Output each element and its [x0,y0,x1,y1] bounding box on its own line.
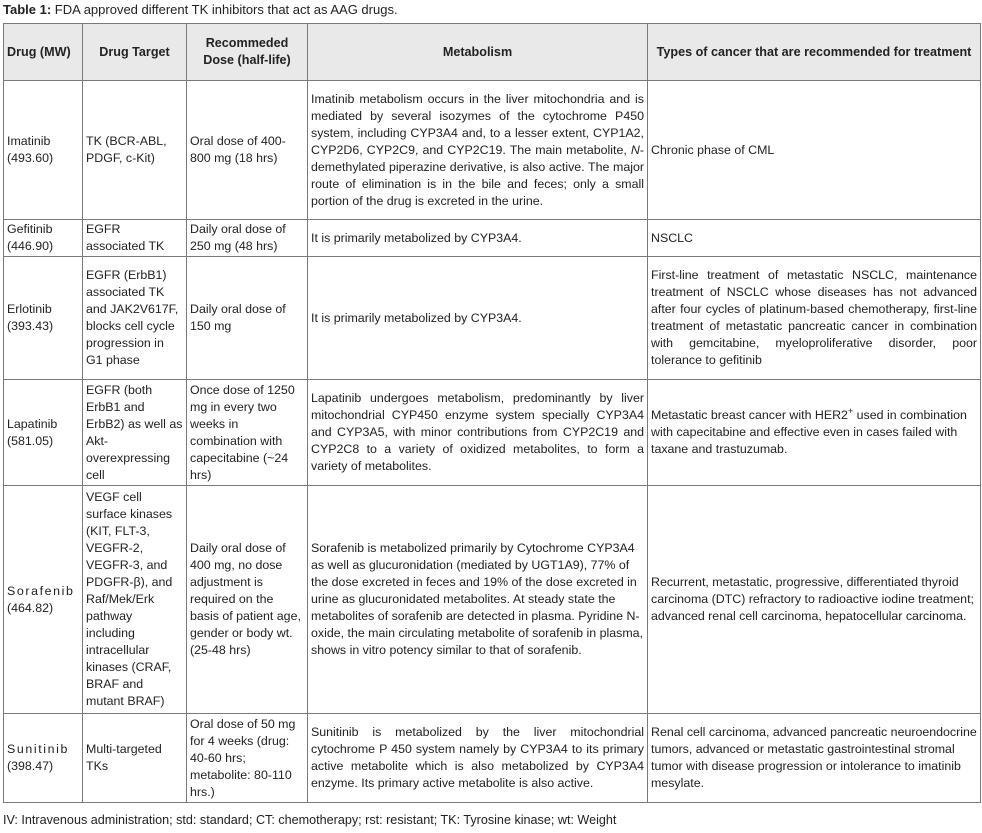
dose-cell: Oral dose of 50 mg for 4 weeks (drug: 40-60 hrs; metabolite: 80-110 hrs.) [187,714,308,803]
header-row [4,24,981,81]
drug-mw: (446.90) [7,239,54,253]
drug-mw: (398.47) [7,759,54,773]
header-metabolism: Metabolism [308,24,648,81]
table-row [4,257,981,380]
cancer-cell: Renal cell carcinoma, advanced pancreatic neuroendocrine tumors, advanced or metastatic gastrointestinal stromal tumor with disease progression or intolerance to imatinib mesylate. [648,714,981,803]
table-caption-text: FDA approved different TK inhibitors that act as AAG drugs. [54,2,398,17]
dose-cell: Once dose of 1250 mg in every two weeks in combination with capecitabine (~24 hrs) [187,380,308,486]
drug-cell [4,81,83,220]
metabolism-text-a: Imatinib metabolism occurs in the liver mitochondria and is mediated by several isozymes of the cytochrome P450 system, including CYP3A4 and, to a lesser extent, CYP1A2, CYP2D6, CYP2C9, and CYP2C19. The main metabolite, [311,91,644,157]
header-cancer: Types of cancer that are recommended for treatment [648,24,981,81]
metabolism-cell [308,81,648,220]
cancer-cell: First-line treatment of metastatic NSCLC, maintenance treatment of NSCLC whose diseases has not advanced after four cycles of platinum-based chemotherapy, first-line treatment of metastatic pancreatic cancer in combination with gemcitabine, myeloproliferative disorder, poor tolerance to gefitinib [648,257,981,380]
drug-cell [4,220,83,257]
table-caption-label: Table 1: [3,2,52,17]
drug-cell [4,486,83,714]
drug-name: Gefitinib [7,222,53,236]
drug-name: Lapatinib [7,416,58,431]
target-cell: EGFR (both ErbB1 and ErbB2) as well as Akt-overexpressing cell [83,380,187,486]
target-cell: TK (BCR-ABL, PDGF, c-Kit) [83,81,187,220]
header-drug: Drug (MW) [4,24,83,81]
table-row [4,714,981,803]
target-cell: EGFR associated TK [83,220,187,257]
cancer-cell: Chronic phase of CML [648,81,981,220]
cancer-text-b: used in combination with capecitabine and effective even in cases failed with taxane and trastuzumab. [651,408,967,456]
table-row [4,220,981,257]
drug-mw: (581.05) [7,433,54,448]
header-dose: Recommeded Dose (half-life) [187,24,308,81]
table-row [4,486,981,714]
table-row [4,81,981,220]
target-cell: VEGF cell surface kinases (KIT, FLT-3, VEGFR-2, VEGFR-3, and PDGFR-β), and Raf/Mek/Erk pathway including intracellular kinases (CRAF, BRAF and mutant BRAF) [83,486,187,714]
target-cell: EGFR (ErbB1) associated TK and JAK2V617F, blocks cell cycle progression in G1 phase [83,257,187,380]
header-target: Drug Target [83,24,187,81]
cancer-cell: Recurrent, metastatic, progressive, differentiated thyroid carcinoma (DTC) refractory to radioactive iodine treatment; advanced renal cell carcinoma, hepatocellular carcinoma. [648,486,981,714]
drug-name: Sorafenib [7,583,75,598]
drug-name: Imatinib [7,134,51,148]
cancer-cell [648,380,981,486]
metabolism-cell: It is primarily metabolized by CYP3A4. [308,220,648,257]
metabolism-text-b: -demethylated piperazine derivative, is also active. The major route of elimination is in the bile and feces; only a small portion of the drug is excreted in the urine. [311,142,644,208]
drug-name: Sunitinib [7,742,69,756]
metabolism-cell: It is primarily metabolized by CYP3A4. [308,257,648,380]
drug-name: Erlotinib [7,302,52,316]
cancer-text-a: Metastatic breast cancer with HER2 [651,408,848,422]
drug-mw: (464.82) [7,600,54,615]
drug-cell [4,714,83,803]
dose-cell: Oral dose of 400-800 mg (18 hrs) [187,81,308,220]
table-caption [3,2,398,18]
metabolism-cell: Lapatinib undergoes metabolism, predominantly by liver mitochondrial CYP450 enzyme system specially CYP3A4 and CYP3A5, with minor contributions from CYP2C19 and CYP2C8 to a variety of oxidized metabolites, to form a variety of metabolites. [308,380,648,486]
table-row [4,380,981,486]
dose-cell: Daily oral dose of 150 mg [187,257,308,380]
drug-table [3,23,981,803]
metabolism-cell: Sorafenib is metabolized primarily by Cytochrome CYP3A4 as well as glucuronidation (mediated by UGT1A9), 77% of the dose excreted in feces and 19% of the dose excreted in urine as glucuronidated metabolites. At steady state the metabolites of sorafenib are detected in plasma. Pyridine N-oxide, the main circulating metabolite of sorafenib in plasma, shows in vitro potency similar to that of sorafenib. [308,486,648,714]
cancer-cell: NSCLC [648,220,981,257]
metabolism-cell: Sunitinib is metabolized by the liver mitochondrial cytochrome P 450 system namely by CYP3A4 to its primary active metabolite which is also metabolized by CYP3A4 enzyme. Its primary active metabolite is also active. [308,714,648,803]
dose-cell: Daily oral dose of 250 mg (48 hrs) [187,220,308,257]
drug-mw: (393.43) [7,319,54,333]
drug-cell [4,380,83,486]
target-cell: Multi-targeted TKs [83,714,187,803]
table-footnote: IV: Intravenous administration; std: standard; CT: chemotherapy; rst: resistant; TK: Tyrosine kinase; wt: Weight [3,813,617,827]
metabolism-italic: N [630,142,640,157]
dose-cell: Daily oral dose of 400 mg, no dose adjustment is required on the basis of patient age, gender or body wt. (25-48 hrs) [187,486,308,714]
drug-mw: (493.60) [7,151,54,165]
cancer-superscript: + [847,405,854,416]
drug-cell [4,257,83,380]
